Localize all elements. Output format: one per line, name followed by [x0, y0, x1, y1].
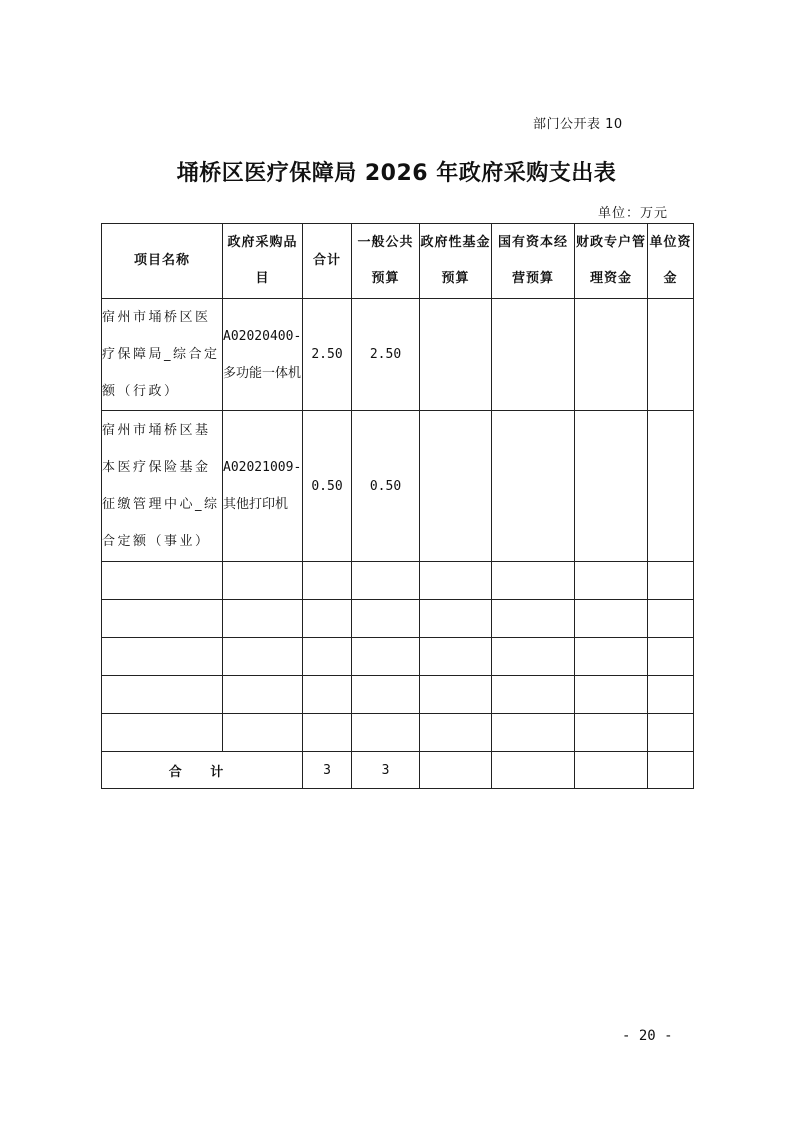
header-state-capital: 国有资本经营预算 [492, 224, 575, 299]
cell-special-fund [575, 299, 648, 411]
summary-label: 合 计 [102, 752, 303, 789]
cell-project-name: 宿州市埇桥区基本医疗保险基金征缴管理中心_综合定额（事业） [102, 411, 223, 562]
cell-state-capital [492, 411, 575, 562]
empty-cell [223, 562, 303, 600]
empty-cell [575, 714, 648, 752]
header-item: 政府采购品目 [223, 224, 303, 299]
unit-label: 单位：万元 [598, 206, 669, 221]
page-number: - 20 - [622, 1028, 673, 1044]
empty-cell [303, 676, 352, 714]
header-project-name: 项目名称 [102, 224, 223, 299]
empty-cell [492, 638, 575, 676]
empty-cell [648, 714, 694, 752]
empty-cell [352, 676, 420, 714]
page-title: 埇桥区医疗保障局 2026 年政府采购支出表 [176, 161, 617, 186]
cell-item: A02020400-多功能一体机 [223, 299, 303, 411]
empty-cell [492, 676, 575, 714]
empty-row [102, 638, 694, 676]
empty-cell [223, 676, 303, 714]
empty-cell [575, 562, 648, 600]
header-total: 合计 [303, 224, 352, 299]
header-row [102, 224, 694, 299]
empty-cell [352, 562, 420, 600]
cell-general-budget: 0.50 [352, 411, 420, 562]
empty-cell [648, 600, 694, 638]
empty-cell [352, 714, 420, 752]
cell-total: 0.50 [303, 411, 352, 562]
empty-cell [492, 600, 575, 638]
empty-cell [303, 714, 352, 752]
empty-cell [575, 600, 648, 638]
empty-cell [420, 600, 492, 638]
empty-cell [303, 638, 352, 676]
cell-special-fund [575, 411, 648, 562]
cell-unit-fund [648, 411, 694, 562]
empty-cell [648, 676, 694, 714]
procurement-table [101, 223, 694, 789]
header-gov-fund: 政府性基金预算 [420, 224, 492, 299]
empty-row [102, 714, 694, 752]
cell-unit-fund [648, 299, 694, 411]
empty-cell [575, 638, 648, 676]
empty-cell [223, 600, 303, 638]
header-special-fund: 财政专户管理资金 [575, 224, 648, 299]
summary-state-capital [492, 752, 575, 789]
table-row [102, 299, 694, 411]
summary-unit-fund [648, 752, 694, 789]
empty-row [102, 562, 694, 600]
cell-general-budget: 2.50 [352, 299, 420, 411]
summary-special-fund [575, 752, 648, 789]
cell-gov-fund [420, 411, 492, 562]
empty-cell [420, 638, 492, 676]
empty-cell [352, 638, 420, 676]
header-unit-fund: 单位资金 [648, 224, 694, 299]
empty-cell [575, 676, 648, 714]
empty-cell [223, 714, 303, 752]
cell-item: A02021009-其他打印机 [223, 411, 303, 562]
empty-cell [648, 638, 694, 676]
empty-row [102, 676, 694, 714]
empty-cell [420, 676, 492, 714]
empty-cell [648, 562, 694, 600]
form-number: 部门公开表 10 [533, 117, 623, 132]
empty-cell [102, 714, 223, 752]
empty-cell [420, 562, 492, 600]
empty-cell [352, 600, 420, 638]
summary-total: 3 [303, 752, 352, 789]
empty-cell [102, 638, 223, 676]
cell-gov-fund [420, 299, 492, 411]
empty-cell [303, 600, 352, 638]
empty-cell [492, 562, 575, 600]
summary-row [102, 752, 694, 789]
empty-cell [492, 714, 575, 752]
empty-cell [102, 562, 223, 600]
empty-row [102, 600, 694, 638]
header-general-budget: 一般公共预算 [352, 224, 420, 299]
empty-cell [303, 562, 352, 600]
cell-total: 2.50 [303, 299, 352, 411]
empty-cell [420, 714, 492, 752]
summary-gov-fund [420, 752, 492, 789]
summary-general-budget: 3 [352, 752, 420, 789]
empty-cell [102, 600, 223, 638]
cell-project-name: 宿州市埇桥区医疗保障局_综合定额（行政） [102, 299, 223, 411]
cell-state-capital [492, 299, 575, 411]
empty-cell [102, 676, 223, 714]
empty-cell [223, 638, 303, 676]
table-row [102, 411, 694, 562]
